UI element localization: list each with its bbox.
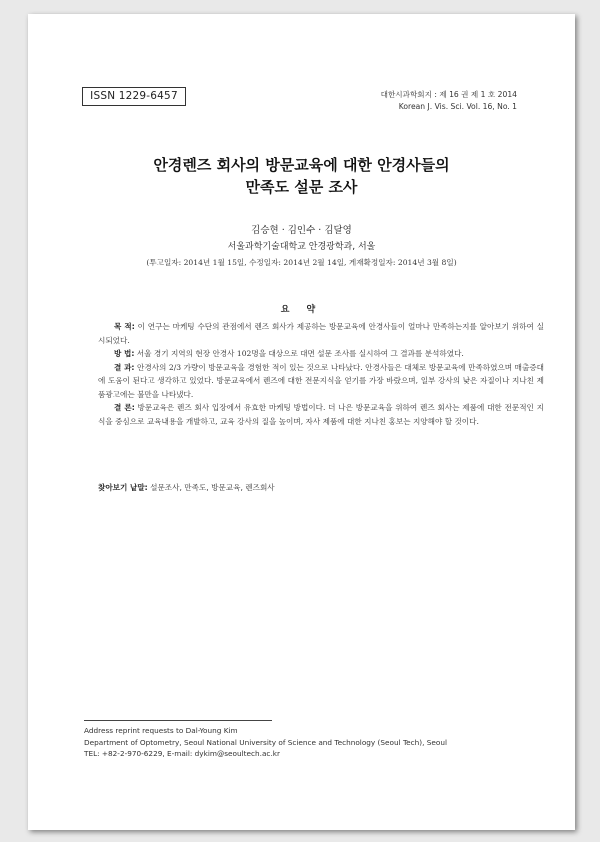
title-line-1: 안경렌즈 회사의 방문교육에 대한 안경사들의 (153, 156, 450, 174)
abstract-heading: 요 약 (280, 305, 323, 315)
abstract-methods-label: 방 법: (114, 349, 135, 358)
abstract-conclusion-text: 방문교육은 렌즈 회사 입장에서 유효한 마케팅 방법이다. 더 나은 방문교육을 위하여 렌즈 회사는 제품에 대한 전문적인 지식을 중심으로 교육내용을 개발하고, 교육 강사의 질을 높이며, 자사 제품에 대한 지나친 홍보는 지양해야 할 것이다. (98, 403, 544, 426)
abstract-purpose (98, 320, 544, 347)
paper-title (28, 154, 575, 198)
keywords (98, 482, 275, 493)
journal-korean: 대한시과학회지 : 제 16 권 제 1 호 2014 (380, 90, 517, 99)
abstract-conclusion-label: 결 론: (114, 403, 135, 412)
keywords-label: 찾아보기 낱말: (98, 483, 148, 492)
keywords-text: 설문조사, 만족도, 방문교육, 렌즈회사 (150, 483, 275, 492)
journal-english: Korean J. Vis. Sci. Vol. 16, No. 1 (398, 102, 517, 111)
abstract-results-text: 안경사의 2/3 가량이 방문교육을 경험한 적이 있는 것으로 나타났다. 안경사들은 대체로 방문교육에 만족하였으며 매출증대에 도움이 된다고 생각하고 있었다. 방문교육에서 렌즈에 대한 전문지식을 얻기를 가장 바랐으며, 일부 강사의 낮은 자질이나 지나친 제품광고에는 불만을 나타냈다. (98, 362, 545, 399)
footnote-divider (84, 720, 272, 721)
journal-info (381, 89, 517, 113)
abstract-methods-text: 서울 경기 지역의 현장 안경사 102명을 대상으로 대면 설문 조사를 실시하여 그 결과를 분석하였다. (136, 349, 464, 358)
authors: 김승현 · 김인수 · 김달영 (251, 225, 352, 236)
paper-page (28, 14, 575, 830)
affiliation: 서울과학기술대학교 안경광학과, 서울 (227, 242, 376, 252)
abstract-methods (98, 347, 544, 361)
footnote-contact: TEL: +82-2-970-6229, E-mail: dykim@seoultech.ac.kr (84, 749, 280, 758)
abstract-results (98, 361, 544, 402)
footnote-department: Department of Optometry, Seoul National University of Science and Technology (Seoul Tech), Seoul (84, 737, 448, 747)
title-line-2: 만족도 설문 조사 (245, 178, 358, 196)
abstract-purpose-label: 목 적: (114, 322, 135, 331)
submission-dates: (투고일자: 2014년 1월 15일, 수정일자: 2014년 2월 14일, 게재확정일자: 2014년 3월 8일) (146, 258, 457, 267)
footnote-reprint: Address reprint requests to Dal-Young Kim (84, 726, 238, 735)
abstract-conclusion (98, 401, 544, 428)
footnote (84, 725, 447, 760)
abstract-results-label: 결 과: (114, 362, 135, 372)
abstract-purpose-text: 이 연구는 마케팅 수단의 관점에서 렌즈 회사가 제공하는 방문교육에 안경사들이 얼마나 만족하는지를 알아보기 위하여 실시되었다. (98, 322, 545, 345)
issn-box: ISSN 1229-6457 (82, 87, 186, 106)
abstract-body (98, 320, 544, 428)
